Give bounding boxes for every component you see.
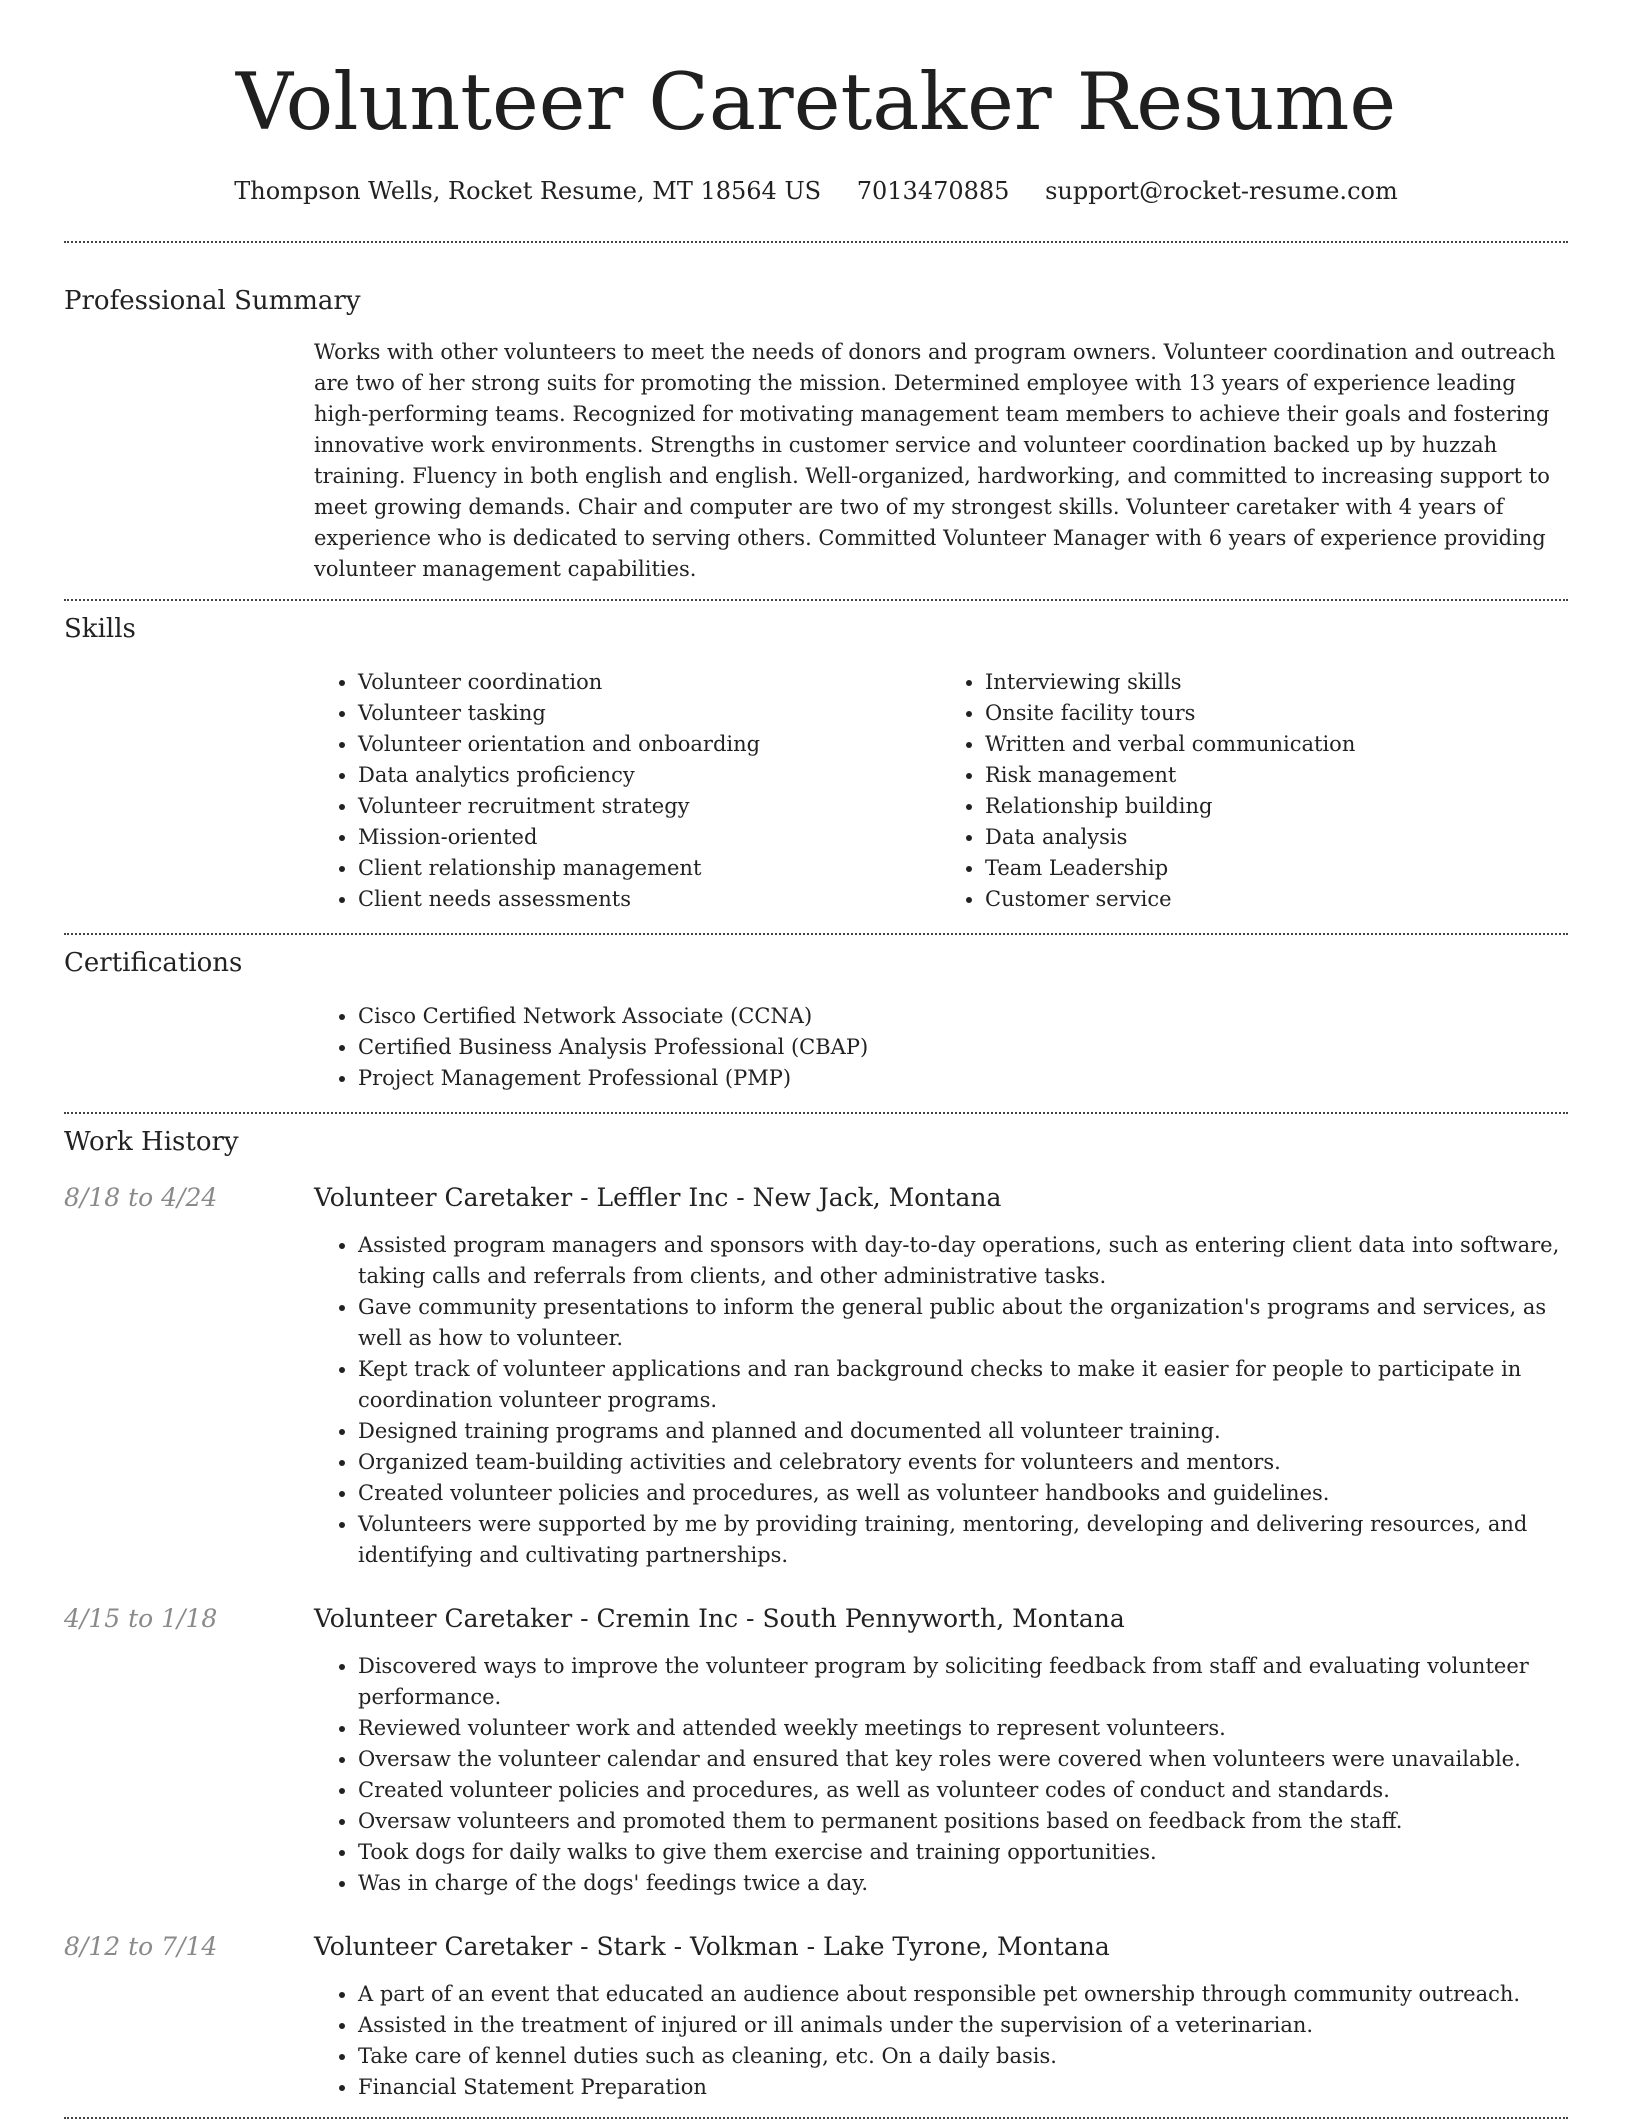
job-entry xyxy=(64,1182,1568,1571)
job-entry xyxy=(64,1931,1568,2103)
job-bullet: • Oversaw volunteers and promoted them to permanent positions based on feedback from the staff. xyxy=(358,1806,1568,1837)
job-title: Volunteer Caretaker - Stark - Volkman - Lake Tyrone, Montana xyxy=(314,1932,1110,1961)
jobs-list xyxy=(64,1182,1568,2103)
summary-heading: Professional Summary xyxy=(64,286,361,316)
job-dates: 4/15 to 1/18 xyxy=(64,1604,218,1633)
resume-page xyxy=(64,0,1568,2119)
certification-item: • Cisco Certified Network Associate (CCNA) xyxy=(358,1001,1568,1032)
skill-item: • Volunteer tasking xyxy=(358,698,941,729)
certifications-list xyxy=(314,1001,1568,1094)
job-bullet: • Kept track of volunteer applications and ran background checks to make it easier for people to participate in coordination volunteer programs. xyxy=(358,1354,1568,1416)
job-bullet: • Financial Statement Preparation xyxy=(358,2072,1568,2103)
job-bullet: • Assisted program managers and sponsors with day-to-day operations, such as entering client data into software, taking calls and referrals from clients, and other administrative tasks. xyxy=(358,1230,1568,1292)
certifications-heading: Certifications xyxy=(64,948,243,978)
work-history-section xyxy=(64,1126,1568,2103)
job-bullet: • Volunteers were supported by me by providing training, mentoring, developing and delivering resources, and identifying and cultivating partnerships. xyxy=(358,1509,1568,1571)
summary-section xyxy=(64,285,1568,585)
certification-item: • Certified Business Analysis Professional (CBAP) xyxy=(358,1032,1568,1063)
certification-item: • Project Management Professional (PMP) xyxy=(358,1063,1568,1094)
skill-item: • Interviewing skills xyxy=(985,667,1568,698)
job-dates: 8/12 to 7/14 xyxy=(64,1932,218,1961)
job-bullet: • Gave community presentations to inform the general public about the organization's programs and services, as well as how to volunteer. xyxy=(358,1292,1568,1354)
skill-item: • Data analysis xyxy=(985,822,1568,853)
job-bullet: • Designed training programs and planned and documented all volunteer training. xyxy=(358,1416,1568,1447)
summary-text: Works with other volunteers to meet the needs of donors and program owners. Volunteer coordination and outreach are two of her strong suits for promoting the mission. Determined employee with 13 years of experience leading high-performing teams. Recognized for motivating management team members to achieve their goals and fostering innovative work environments. Strengths in customer service and volunteer coordination backed up by huzzah training. Fluency in both english and english. Well-organized, hardworking, and committed to increasing support to meet growing demands. Chair and computer are two of my strongest skills. Volunteer caretaker with 4 years of experience who is dedicated to serving others. Committed Volunteer Manager with 6 years of experience providing volunteer management capabilities. xyxy=(314,340,1556,581)
work-history-heading: Work History xyxy=(64,1127,239,1157)
skills-list-right xyxy=(941,667,1568,915)
job-title: Volunteer Caretaker - Leffler Inc - New Jack, Montana xyxy=(314,1183,1002,1212)
skills-section xyxy=(64,613,1568,915)
skill-item: • Volunteer recruitment strategy xyxy=(358,791,941,822)
skill-item: • Client needs assessments xyxy=(358,884,941,915)
job-bullet: • Discovered ways to improve the volunteer program by soliciting feedback from staff and evaluating volunteer performance. xyxy=(358,1651,1568,1713)
job-bullet: • Was in charge of the dogs' feedings twice a day. xyxy=(358,1868,1568,1899)
skills-list-left xyxy=(314,667,941,915)
skill-item: • Relationship building xyxy=(985,791,1568,822)
section-divider xyxy=(64,241,1568,243)
job-bullets xyxy=(314,1979,1568,2103)
job-bullet: • A part of an event that educated an audience about responsible pet ownership through community outreach. xyxy=(358,1979,1568,2010)
skills-heading: Skills xyxy=(64,614,136,644)
job-bullet: • Took dogs for daily walks to give them exercise and training opportunities. xyxy=(358,1837,1568,1868)
skill-item: • Mission-oriented xyxy=(358,822,941,853)
skill-item: • Onsite facility tours xyxy=(985,698,1568,729)
job-bullet: • Take care of kennel duties such as cleaning, etc. On a daily basis. xyxy=(358,2041,1568,2072)
job-bullet: • Organized team-building activities and celebratory events for volunteers and mentors. xyxy=(358,1447,1568,1478)
skill-item: • Data analytics proficiency xyxy=(358,760,941,791)
skill-item: • Customer service xyxy=(985,884,1568,915)
skill-item: • Volunteer coordination xyxy=(358,667,941,698)
certifications-body xyxy=(314,1001,1568,1094)
skill-item: • Volunteer orientation and onboarding xyxy=(358,729,941,760)
contact-email: support@rocket-resume.com xyxy=(1045,177,1398,205)
job-title: Volunteer Caretaker - Cremin Inc - South Pennyworth, Montana xyxy=(314,1604,1125,1633)
contact-phone: 7013470885 xyxy=(856,177,1010,205)
job-dates: 8/18 to 4/24 xyxy=(64,1183,218,1212)
contact-line xyxy=(64,176,1568,206)
skills-columns xyxy=(314,667,1568,915)
job-entry xyxy=(64,1603,1568,1899)
skill-item: • Team Leadership xyxy=(985,853,1568,884)
job-bullet: • Reviewed volunteer work and attended weekly meetings to represent volunteers. xyxy=(358,1713,1568,1744)
section-divider xyxy=(64,933,1568,935)
job-bullets xyxy=(314,1230,1568,1571)
skill-item: • Client relationship management xyxy=(358,853,941,884)
contact-address: Thompson Wells, Rocket Resume, MT 18564 US xyxy=(234,177,822,205)
job-bullets xyxy=(314,1651,1568,1899)
job-bullet: • Created volunteer policies and procedures, as well as volunteer handbooks and guidelines. xyxy=(358,1478,1568,1509)
job-bullet: • Oversaw the volunteer calendar and ensured that key roles were covered when volunteers were unavailable. xyxy=(358,1744,1568,1775)
job-bullet: • Created volunteer policies and procedures, as well as volunteer codes of conduct and standards. xyxy=(358,1775,1568,1806)
skill-item: • Written and verbal communication xyxy=(985,729,1568,760)
skill-item: • Risk management xyxy=(985,760,1568,791)
job-bullet: • Assisted in the treatment of injured or ill animals under the supervision of a veterinarian. xyxy=(358,2010,1568,2041)
certifications-section xyxy=(64,947,1568,1094)
resume-title: Volunteer Caretaker Resume xyxy=(235,56,1397,148)
section-divider xyxy=(64,1112,1568,1114)
section-divider xyxy=(64,599,1568,601)
